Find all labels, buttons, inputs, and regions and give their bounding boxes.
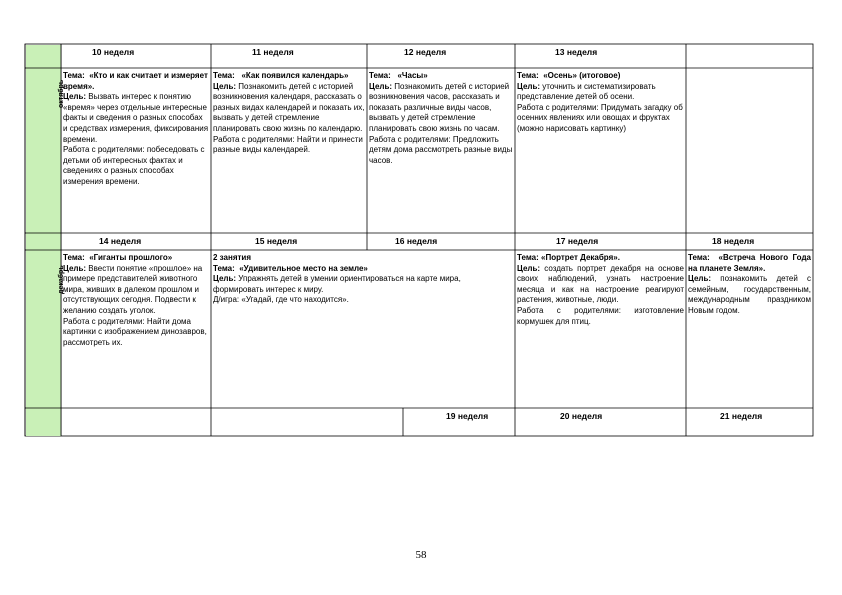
theme-title: «Кто и как считает и измеряет время». <box>63 71 208 91</box>
theme-label: Тема: <box>63 71 85 80</box>
week-18-header: 18 неделя <box>712 236 755 246</box>
week-10-content <box>63 71 209 188</box>
theme-label: Тема: <box>688 253 710 262</box>
goal-label: Цель: <box>369 81 393 91</box>
theme-label: Тема: <box>517 253 539 262</box>
week-21-header: 21 неделя <box>720 411 763 421</box>
theme-title: «Удивительное место на земле» <box>239 263 368 273</box>
theme-label: Тема: <box>213 71 235 80</box>
goal-label: Цель: <box>63 92 87 102</box>
week-20-header: 20 неделя <box>560 411 603 421</box>
theme-label: Тема: <box>517 71 539 80</box>
week-13-header: 13 неделя <box>555 47 598 57</box>
parents-text: Работа с родителями: изготовление кормушек для птиц. <box>517 305 684 326</box>
goal-label: Цель: <box>63 263 87 273</box>
month-column <box>26 45 61 436</box>
parents-text: Работа с родителями: Найти и принести разные виды календарей. <box>213 134 363 155</box>
theme-title: «Осень» (итоговое) <box>543 71 621 80</box>
game-text: Д/игра: «Угадай, где что находится». <box>213 295 349 305</box>
goal-label: Цель: <box>517 263 541 273</box>
week-17-content <box>517 253 684 327</box>
goal-text: создать портрет декабря на основе своих наблюдений, узнать настроение месяца и как на настроение реагируют растения, животные, люди. <box>517 263 684 305</box>
theme-title: «Гиганты прошлого» <box>89 253 173 262</box>
month-label-october: октябрь <box>58 79 65 108</box>
theme-label: Тема: <box>369 71 391 80</box>
goal-label: Цель: <box>688 274 712 284</box>
week-18-content <box>688 253 811 317</box>
week-12-content <box>369 71 513 166</box>
week-10-header: 10 неделя <box>92 47 135 57</box>
goal-text: Упражнять детей в умении ориентироваться на карте мира, <box>238 274 461 284</box>
week-12-header: 12 неделя <box>404 47 447 57</box>
week-19-header: 19 неделя <box>446 411 489 421</box>
goal-text: уточнить и систематизировать представление детей об осени. <box>517 81 656 102</box>
theme-title: «Портрет Декабря». <box>541 253 620 262</box>
week-15-16-content <box>213 253 513 306</box>
theme-title: «Часы» <box>397 71 428 80</box>
goal-label: Цель: <box>517 81 541 91</box>
sessions-count: 2 занятия <box>213 253 251 262</box>
theme-title: «Встреча Нового Года на планете Земля». <box>688 253 811 273</box>
week-11-content <box>213 71 365 156</box>
week-14-header: 14 неделя <box>99 236 142 246</box>
week-16-header: 16 неделя <box>395 236 438 246</box>
week-13-content <box>517 71 684 135</box>
theme-title: «Как появился календарь» <box>241 71 349 80</box>
goal-text: Познакомить детей с историей возникновения часов, рассказать и показать различные виды часов, вызвать у детей стремление планировать свою жизнь по часам. <box>369 81 510 133</box>
goal-text: Ввести понятие «прошлое» на примере представителей животного мира, живших в далеком прошлом и отсутствующих сегодня. Подвести к желанию создать уголок. <box>63 263 203 315</box>
week-14-content <box>63 253 209 348</box>
theme-label: Тема: <box>63 253 85 262</box>
page-number: 58 <box>415 549 427 561</box>
goal-label: Цель: <box>213 274 237 284</box>
parents-text: Работа с родителями: Придумать загадку об осенних явлениях или овощах и фруктах (можно нарисовать картинку) <box>517 102 683 133</box>
parents-text: Работа с родителями: Предложить детям дома рассмотреть разные виды часов. <box>369 134 513 165</box>
goal-text: Познакомить детей с историей возникновения календаря, рассказать о разных видах календарей и показать их, вызвать у детей стремление планировать свою жизнь по календарю. <box>213 81 365 133</box>
goal-text: познакомить детей с семейным, государственным, международным праздником Новым годом. <box>688 274 811 315</box>
week-11-header: 11 неделя <box>252 47 294 57</box>
goal-text: Вызвать интерес к понятию «время» через отдельные интересные факты и сведения о разных способах и средствах измерения, фиксирования времени. <box>63 92 209 144</box>
parents-text: Работа с родителями: Найти дома картинки с изображением динозавров, рассмотреть их. <box>63 316 207 347</box>
parents-text: Работа с родителями: побеседовать с детьми об интересных фактах и сведениях о разных способах измерения времени. <box>63 145 205 186</box>
week-15-header: 15 неделя <box>255 236 298 246</box>
goal-text-2: формировать интерес к миру. <box>213 284 324 294</box>
week-17-header: 17 неделя <box>556 236 599 246</box>
theme-label: Тема: <box>213 263 235 273</box>
goal-label: Цель: <box>213 81 237 91</box>
month-label-december: декабрь <box>58 265 65 294</box>
